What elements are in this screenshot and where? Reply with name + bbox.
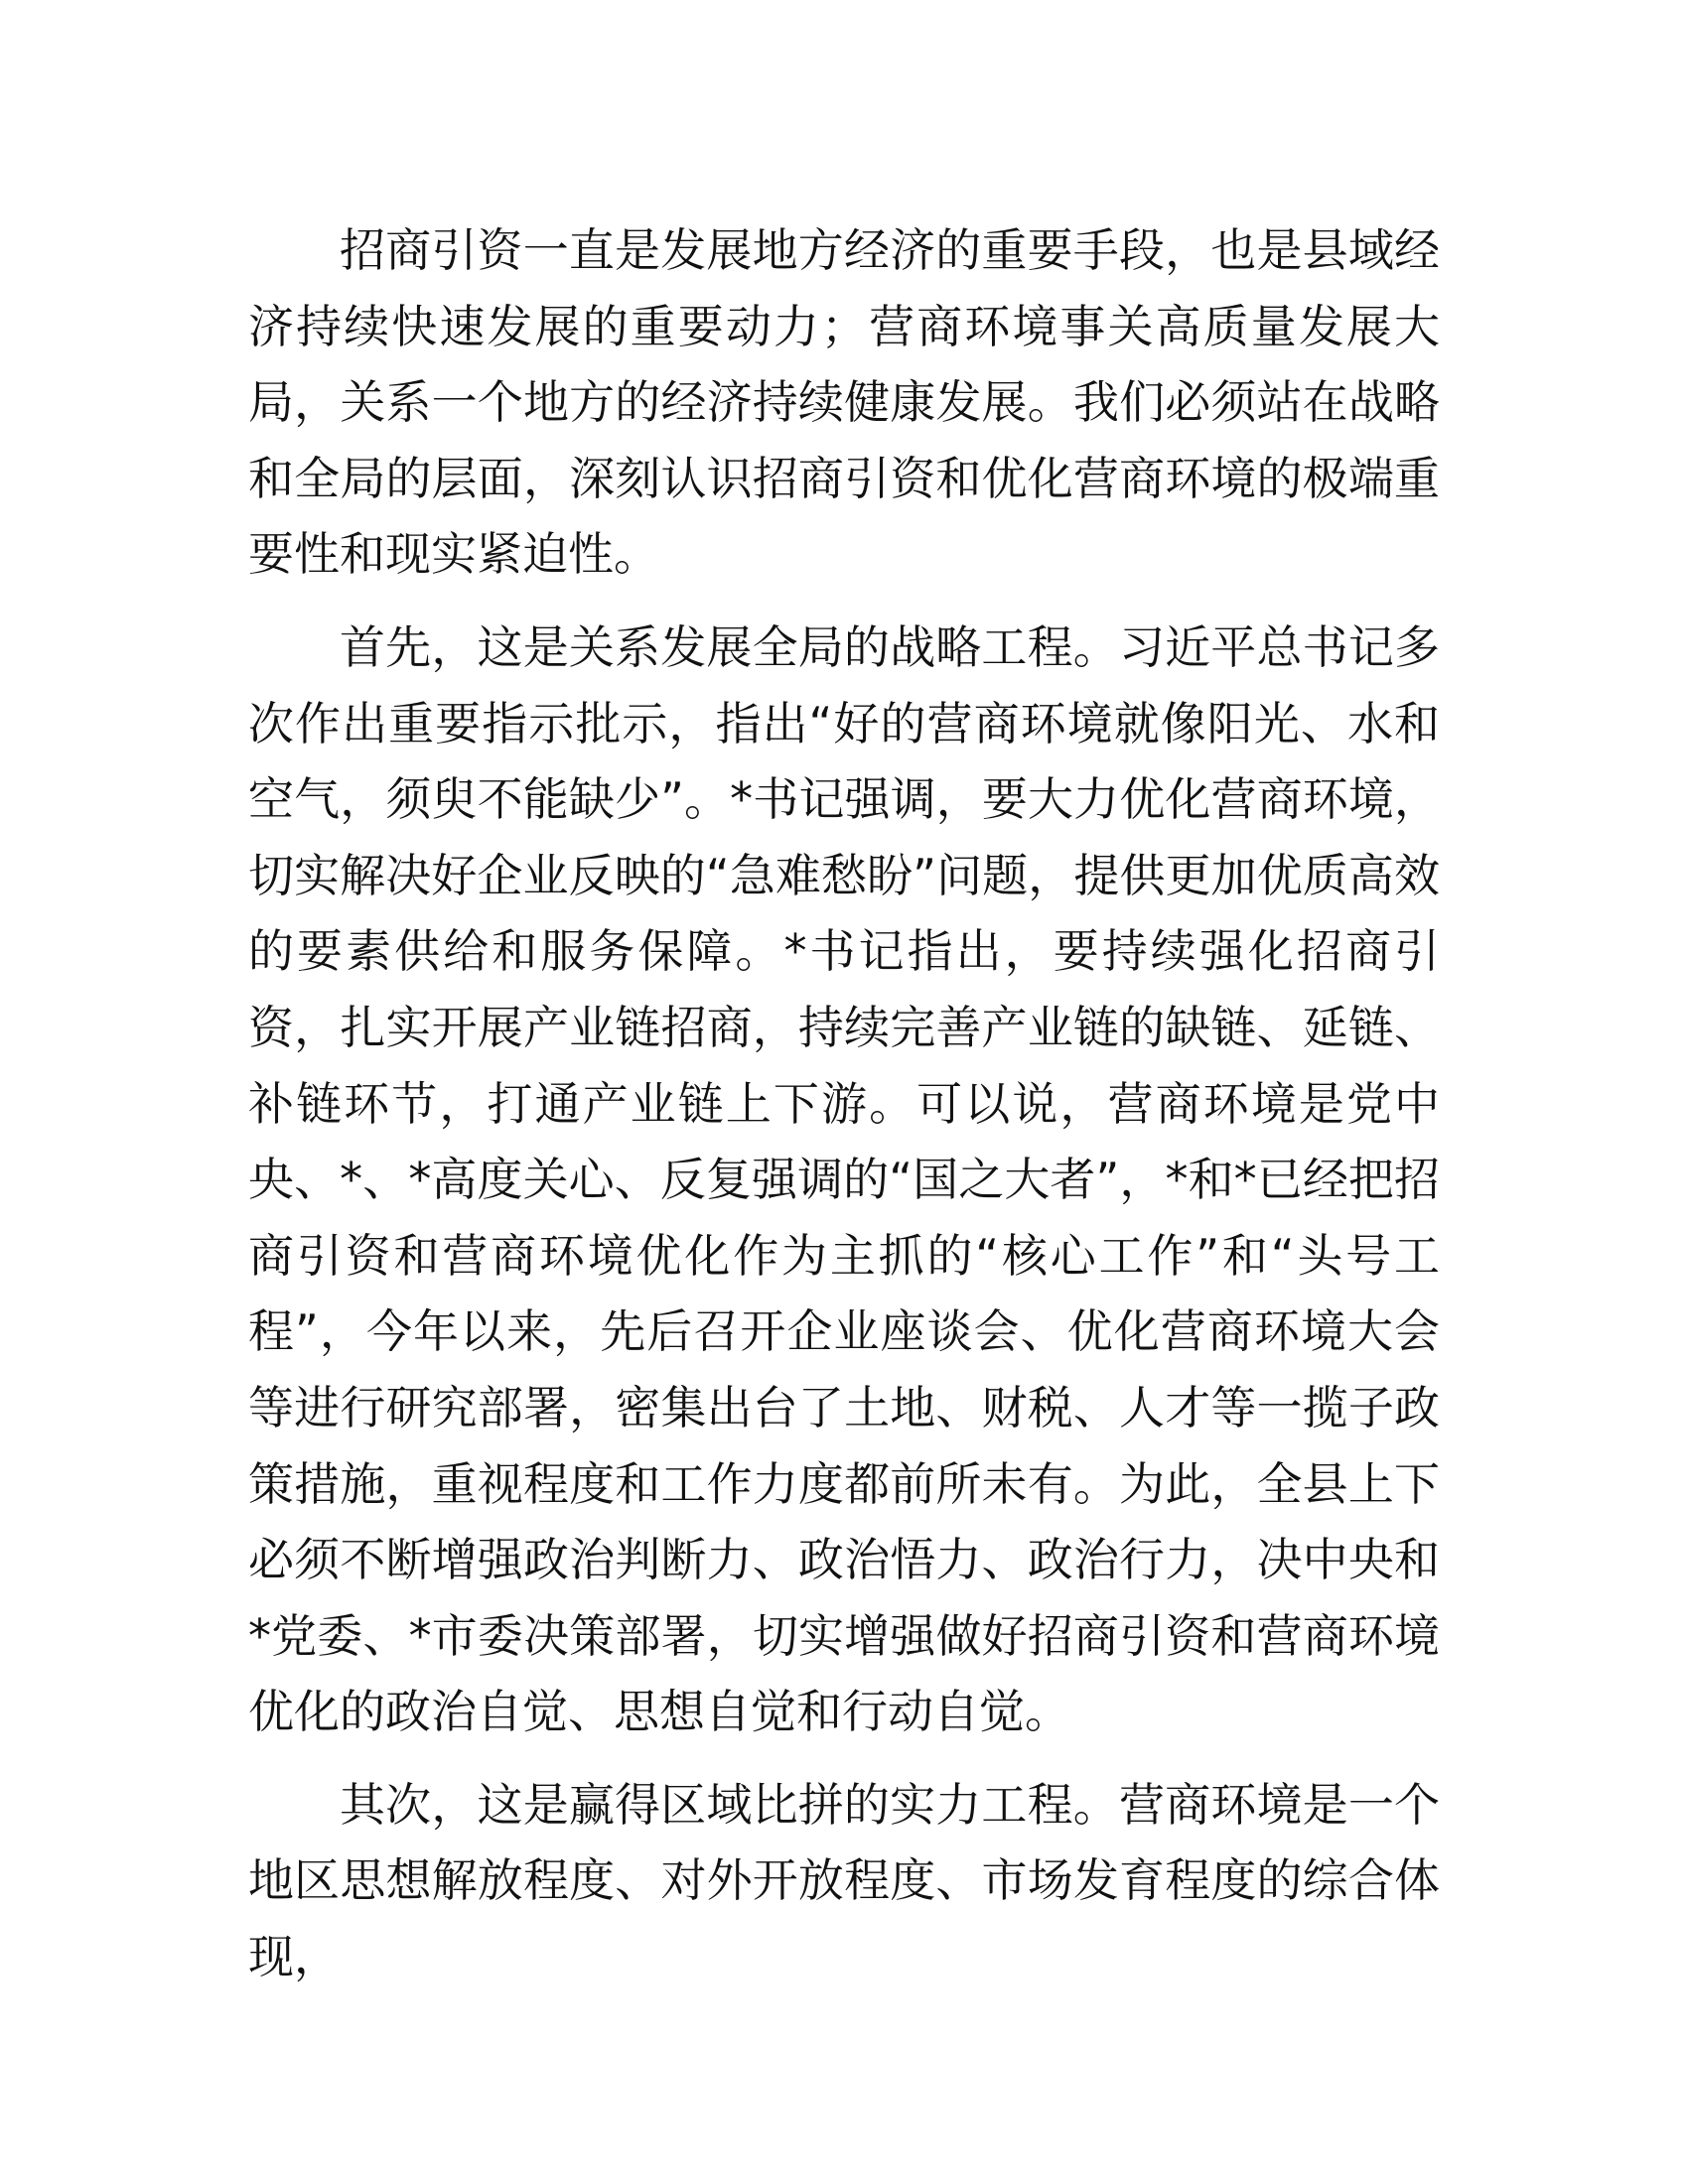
paragraph-first-point: 首先，这是关系发展全局的战略工程。习近平总书记多次作出重要指示批示，指出“好的营商环境就像阳光、水和空气，须臾不能缺少”。*书记强调，要大力优化营商环境，切实解决好企业反映的“急难愁盼”问题，提供更加优质高效的要素供给和服务保障。*书记指出，要持续强化招商引资，扎实开展产业链招商，持续完善产业链的缺链、延链、补链环节，打通产业链上下游。可以说，营商环境是党中央、*、*高度关心、反复强调的“国之大者”，*和*已经把招商引资和营商环境优化作为主抓的“核心工作”和“头号工程”，今年以来，先后召开企业座谈会、优化营商环境大会等进行研究部署，密集出台了土地、财税、人才等一揽子政策措施，重视程度和工作力度都前所未有。为此，全县上下必须不断增强政治判断力、政治悟力、政治行力，决中央和*党委、*市委决策部署，切实增强做好招商引资和营商环境优化的政治自觉、思想自觉和行动自觉。	[248, 619, 1440, 1739]
paragraph-intro: 招商引资一直是发展地方经济的重要手段，也是县域经济持续快速发展的重要动力；营商环境事关高质量发展大局，关系一个地方的经济持续健康发展。我们必须站在战略和全局的层面，深刻认识招商引资和优化营商环境的极端重要性和现实紧迫性。	[248, 223, 1440, 582]
body-text	[248, 212, 1440, 1995]
paragraph-second-point: 其次，这是赢得区域比拼的实力工程。营商环境是一个地区思想解放程度、对外开放程度、市场发育程度的综合体现，	[248, 1777, 1440, 1984]
